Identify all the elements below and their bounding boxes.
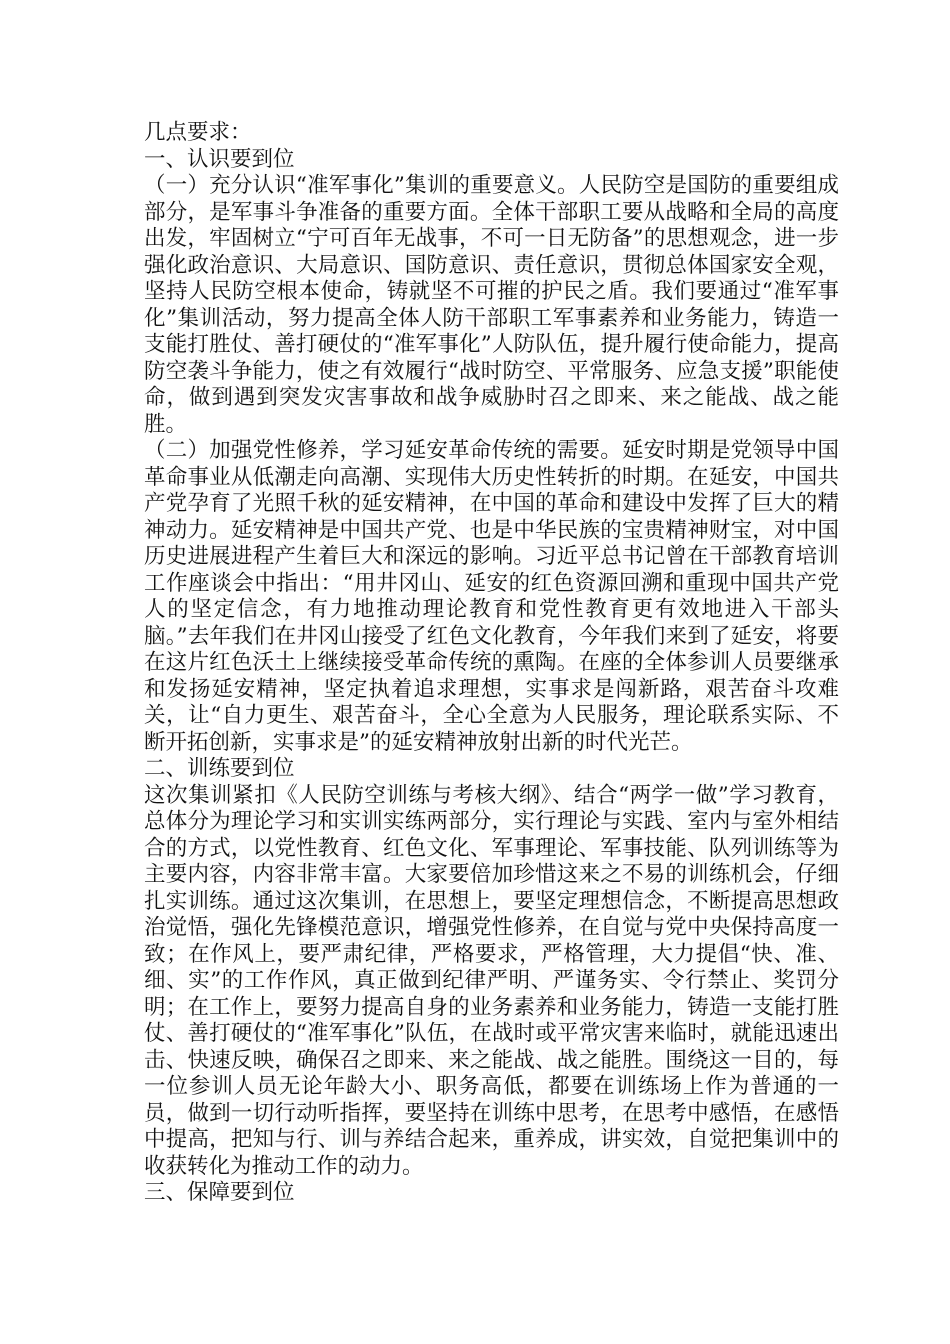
document-intro: 几点要求： [144,120,252,145]
document-page [144,120,839,1207]
section-heading-1: 一、认识要到位 [144,146,295,172]
section-1-paragraph-2: （二）加强党性修养，学习延安革命传统的需要。延安时期是党领导中国革命事业从低潮走向高潮、实现伟大历史性转折的时期。在延安，中国共产党孕育了光照千秋的延安精神，在中国的革命和建设中发挥了巨大的精神动力。延安精神是中国共产党、也是中华民族的宝贵精神财宝，对中国历史进展进程产生着巨大和深远的影响。习近平总书记曾在干部教育培训工作座谈会中指出：“用井冈山、延安的红色资源回溯和重现中国共产党人的坚定信念，有力地推动理论教育和党性教育更有效地进入干部头脑。”去年我们在井冈山接受了红色文化教育，今年我们来到了延安，将要在这片红色沃土上继续接受革命传统的熏陶。在座的全体参训人员要继承和发扬延安精神，坚定执着追求理想，实事求是闯新路，艰苦奋斗攻难关，让“自力更生、艰苦奋斗，全心全意为人民服务，理论联系实际、不断开拓创新，实事求是”的延安精神放射出新的时代光芒。 [144,438,839,755]
section-heading-3: 三、保障要到位 [144,1180,295,1205]
section-heading-2: 二、训练要到位 [144,756,295,781]
section-2-paragraph-1: 这次集训紧扣《人民防空训练与考核大纲》、结合“两学一做”学习教育，总体分为理论学习和实训实练两部分，实行理论与实践、室内与室外相结合的方式，以党性教育、红色文化、军事理论、军事技能、队列训练等为主要内容，内容非常丰富。大家要倍加珍惜这来之不易的训练机会，仔细扎实训练。通过这次集训，在思想上，要坚定理想信念，不断提高思想政治觉悟，强化先锋模范意识，增强党性修养，在自觉与党中央保持高度一致；在作风上，要严肃纪律，严格要求，严格管理，大力提倡“快、准、细、实”的工作作风，真正做到纪律严明、严谨务实、令行禁止、奖罚分明；在工作上，要努力提高自身的业务素养和业务能力，铸造一支能打胜仗、善打硬仗的“准军事化”队伍，在战时或平常灾害来临时，就能迅速出击、快速反映，确保召之即来、来之能战、战之能胜。围绕这一目的，每一位参训人员无论年龄大小、职务高低，都要在训练场上作为普通的一员，做到一切行动听指挥，要坚持在训练中思考，在思考中感悟，在感悟中提高，把知与行、训与养结合起来，重养成，讲实效，自觉把集训中的收获转化为推动工作的动力。 [144,782,839,1179]
section-1-paragraph-1: （一）充分认识“准军事化”集训的重要意义。人民防空是国防的重要组成部分，是军事斗争准备的重要方面。全体干部职工要从战略和全局的高度出发，牢固树立“宁可百年无战事，不可一日无防备”的思想观念，进一步强化政治意识、大局意识、国防意识、责任意识，贯彻总体国家安全观，坚持人民防空根本使命，铸就坚不可摧的护民之盾。我们要通过“准军事化”集训活动，努力提高全体人防干部职工军事素养和业务能力，铸造一支能打胜仗、善打硬仗的“准军事化”人防队伍，提升履行使命能力，提高防空袭斗争能力，使之有效履行“战时防空、平常服务、应急支援”职能使命，做到遇到突发灾害事故和战争威胁时召之即来、来之能战、战之能胜。 [144,173,839,437]
